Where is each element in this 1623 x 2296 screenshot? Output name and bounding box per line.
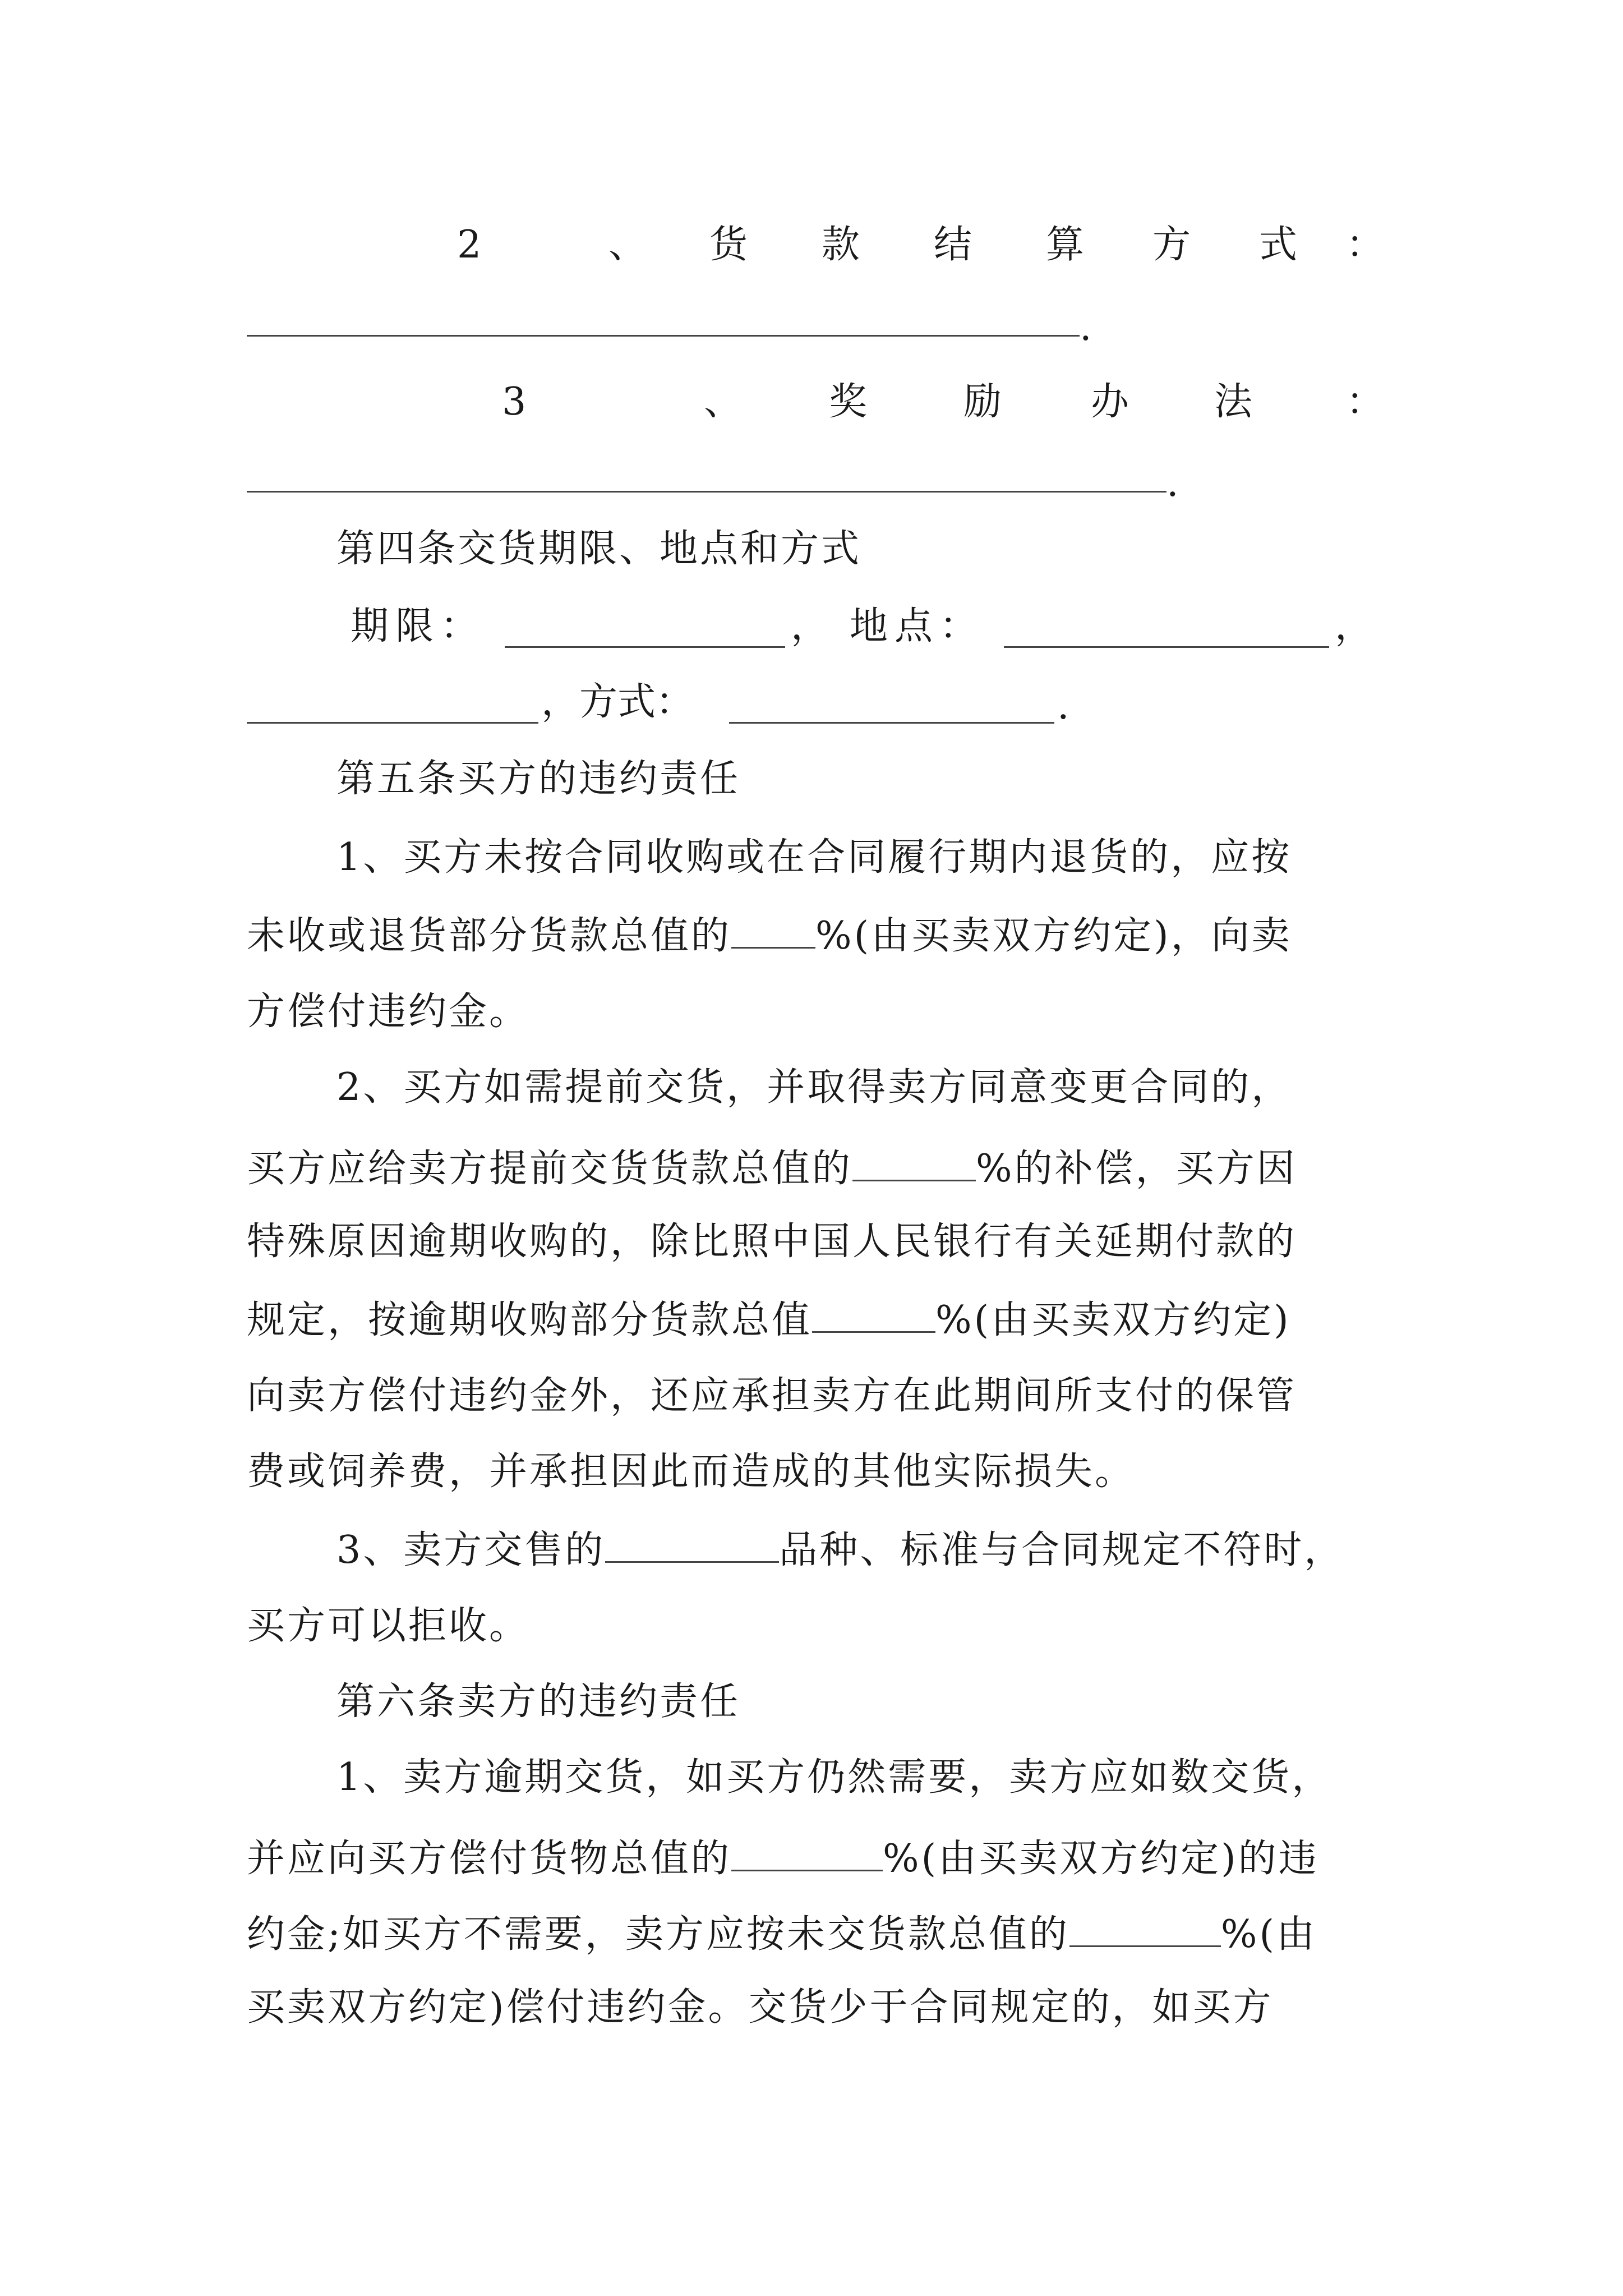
art5-p2-line1: 2、买方如需提前交货，并取得卖方同意变更合同的，: [336, 1065, 1292, 1110]
item3-char-3: 办: [1091, 380, 1129, 424]
deadline-blank: [505, 646, 785, 648]
art5-p2-line2-a: 买方应给卖方提前交货货款总值的: [247, 1147, 853, 1191]
item3-blank-line: [247, 491, 1166, 493]
percent-blank: [852, 1147, 976, 1181]
item2-char-4: 算: [1046, 223, 1085, 267]
item2-blank-line: [247, 335, 1080, 337]
percent-blank: [1069, 1913, 1221, 1947]
art6-p1-line1: 1、卖方逾期交货，如买方仍然需要，卖方应如数交货，: [336, 1755, 1332, 1800]
art5-p2-line4-b: %(由买卖双方约定): [935, 1298, 1291, 1342]
method-blank: [729, 722, 1054, 724]
art5-p2-line4: [247, 1299, 1391, 1340]
article-6-title: 第六条卖方的违约责任: [336, 1680, 741, 1724]
item3-char-1: 奖: [829, 380, 868, 424]
art5-p2-line4-a: 规定，按逾期收购部分货款总值: [247, 1298, 813, 1342]
art5-p1-line2-b: %(由买卖双方约定)，向卖: [815, 914, 1292, 958]
item3-colon: ：: [1346, 380, 1385, 424]
location-label: 地点：: [850, 604, 985, 648]
art5-p1-line2: [247, 914, 1391, 958]
variety-blank: [605, 1529, 779, 1563]
item3-number: 3: [502, 380, 527, 424]
art5-p2-line2: [247, 1147, 1391, 1191]
item2-separator: 、: [608, 223, 647, 267]
article-4-period: .: [1057, 684, 1069, 728]
art5-p3-line2: 买方可以拒收。: [247, 1604, 530, 1648]
art6-p1-line2-b: %(由买卖双方约定)的违: [883, 1837, 1319, 1881]
art6-p1-line4: 买卖双方约定)偿付违约金。交货少于合同规定的，如买方: [247, 1985, 1274, 2030]
percent-blank: [731, 1837, 883, 1871]
comma-1: ，: [791, 604, 829, 648]
percent-blank: [812, 1299, 935, 1333]
art5-p2-line5: 向卖方偿付违约金外，还应承担卖方在此期间所支付的保管: [247, 1374, 1297, 1418]
art5-p1-line3: 方偿付违约金。: [247, 990, 530, 1034]
method-label: ，方式：: [541, 680, 694, 724]
art5-p2-line3: 特殊原因逾期收购的，除比照中国人民银行有关延期付款的: [247, 1220, 1297, 1264]
comma-2: ，: [1335, 604, 1373, 648]
art5-p3-line1-b: 品种、标准与合同规定不符时，: [779, 1528, 1345, 1572]
item2-char-5: 方: [1152, 223, 1191, 267]
art6-p1-line3-a: 约金;如买方不需要，卖方应按未交货款总值的: [247, 1912, 1069, 1957]
item2-char-2: 款: [822, 223, 860, 267]
percent-blank: [731, 914, 815, 949]
art5-p3-line1: [336, 1529, 1481, 1570]
location-blank: [1004, 646, 1329, 648]
article-5-title: 第五条买方的违约责任: [336, 757, 741, 801]
item2-period: .: [1080, 305, 1092, 349]
art6-p1-line3: [247, 1912, 1391, 1957]
item3-char-2: 励: [963, 380, 1002, 424]
art5-p1-line2-a: 未收或退货部分货款总值的: [247, 914, 732, 958]
item2-char-3: 结: [934, 223, 972, 267]
art5-p3-line1-a: 3、卖方交售的: [336, 1528, 606, 1572]
item2-number: 2: [457, 223, 482, 267]
item3-separator: 、: [704, 380, 743, 424]
art6-p1-line2: [247, 1837, 1391, 1881]
art5-p2-line6: 费或饲养费，并承担因此而造成的其他实际损失。: [247, 1450, 1136, 1494]
art6-p1-line3-b: %(由: [1220, 1912, 1317, 1957]
art6-p1-line2-a: 并应向买方偿付货物总值的: [247, 1837, 732, 1881]
item2-char-1: 货: [709, 223, 748, 267]
deadline-label: 期限：: [351, 604, 486, 648]
art5-p1-line1: 1、买方未按合同收购或在合同履行期内退货的，应按: [336, 835, 1292, 880]
method-prefix-blank: [247, 722, 538, 724]
item3-char-4: 法: [1214, 380, 1253, 424]
item2-colon: ：: [1346, 223, 1385, 267]
item2-char-6: 式: [1259, 223, 1298, 267]
item3-period: .: [1166, 461, 1179, 505]
article-4-title: 第四条交货期限、地点和方式: [336, 527, 862, 571]
art5-p2-line2-b: %的补偿，买方因: [976, 1147, 1297, 1191]
